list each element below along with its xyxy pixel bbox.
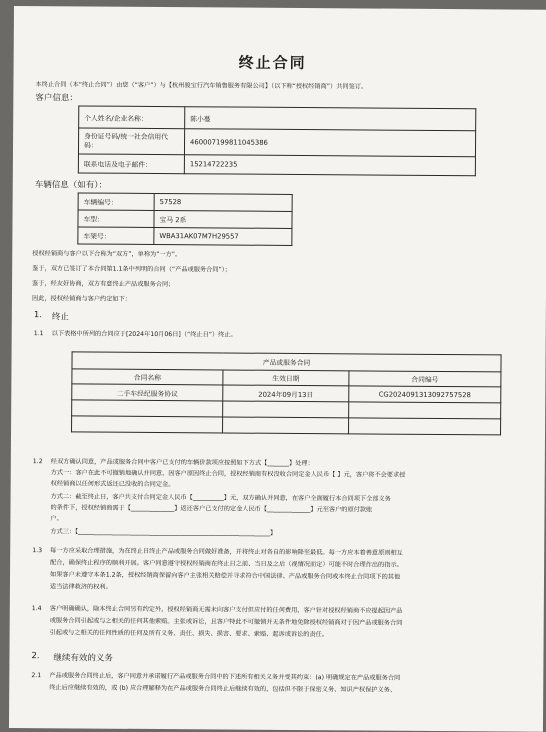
table-cell	[223, 417, 349, 434]
paragraph-line: 权经销商以任何形式返还已没收的合同定金。	[50, 480, 175, 489]
table-row	[78, 154, 475, 176]
section-number: 1.	[33, 310, 43, 321]
table-cell	[349, 418, 501, 435]
table-cell-value: 陈小蔓	[185, 107, 476, 131]
paragraph-line: 引起或与之相关的任何性质的任何及所有义务、责任、损失、损害、要求、索赔、起诉或诉讼的责任。	[49, 629, 329, 639]
table-cell-label: 车辆编号：	[78, 193, 154, 211]
paragraph-line: 户。	[50, 515, 63, 523]
table-cell: 2024年09月13日	[223, 385, 349, 402]
table-cell-value: 15214722235	[184, 155, 475, 176]
paragraph-number: 2.1	[31, 672, 42, 680]
table-cell: CG2024091313092757528	[349, 386, 501, 403]
paragraph-line: 终止后应继续有效的，或 (b) 应合理解释为在产品或服务合同终止后继续有效的，包括但不限于保密义务、知识产权保护义务、	[49, 684, 397, 694]
table-cell-label: 车架号：	[78, 227, 154, 245]
customer-info-table	[78, 105, 476, 176]
table-cell-label: 身份证号码/统一社会信用代码：	[78, 128, 184, 155]
table-caption: 产品或服务合同	[72, 352, 501, 372]
table-row	[78, 210, 292, 228]
paragraph-number: 1.4	[31, 605, 42, 613]
paragraph-line: 适当法律救济的权利。	[49, 583, 112, 591]
intro-text: 本终止合同（本“终止合同”）由您（“客户”）与【杭州骏宝行汽车销售服务有限公司】（以下称“授权经销商”）共同签订。	[35, 81, 368, 91]
paragraph-number: 1.3	[32, 547, 43, 555]
table-row	[78, 227, 292, 245]
paragraph-line: 每一方应采取合理措施，为在终止日终止产品或服务合同做好准备，并将终止对各自的影响降至最低。每一方应本着善意原则相互	[50, 547, 403, 557]
table-cell-value: 57528	[154, 193, 292, 211]
column-header: 合同名称	[72, 369, 223, 385]
paragraph-line: 产品或服务合同终止后，客户同意并承诺履行产品或服务合同中的下述所有相关义务并受其约束：(a) 明确规定在产品或服务合同	[49, 672, 401, 682]
document-title: 终止合同	[238, 53, 307, 73]
table-cell-value: 宝马 2系	[154, 210, 292, 228]
vehicle-heading: 车辆信息（如有）：	[34, 180, 108, 191]
paragraph-line: 或服务合同引起或与之相关的任何其他索赔。主张或诉讼，且客户特此不可撤销并无条件地免除授权经销商对于因产品或服务合同	[49, 617, 403, 627]
table-cell	[349, 402, 501, 419]
section-number: 2.	[31, 651, 40, 662]
paragraph-line: 配合，确保终止程序的顺利开展。客户同意遵守授权经销商在终止日之前、当日及之后（视情况而定）可能不时合理作出的指示。	[50, 559, 403, 569]
customer-heading: 客户信息：	[35, 93, 78, 104]
recital-line: 鉴于，经友好协商，双方有意终止产品或服务合同；	[32, 280, 175, 289]
table-cell-label: 个人姓名/企业名称：	[79, 106, 185, 129]
table-row	[78, 193, 292, 211]
vehicle-info-table	[77, 192, 292, 245]
paragraph-line: 方式一：客户在此不可撤销地确认并同意，因客户原因终止合同，授权经销商有权没收合同定金人民币【 】元，客户将不会要求授	[50, 469, 406, 479]
section-title: 终止	[51, 312, 69, 323]
table-row	[72, 416, 501, 435]
column-header: 生效日期	[223, 370, 349, 386]
recital-line: 授权经销商与客户以下合称为“双方”，单称为“一方”。	[32, 250, 182, 259]
paragraph-number: 1.2	[32, 458, 43, 466]
table-cell	[72, 416, 223, 433]
table-row	[79, 106, 476, 131]
paragraph-line: 客户明确确认，除本终止合同另有约定外，授权经销商无需未向客户支付但应付的任何费用，客户针对授权经销商不应提起因产品	[49, 605, 403, 615]
paragraph-line: 的条件下，授权经销商需于【______________】返还客户已支付的定金人民币【______________】元至客户的原付款账	[50, 504, 373, 514]
table-cell-value: 460007199811045386	[184, 129, 475, 157]
table-row	[78, 128, 475, 157]
table-cell-label: 车型：	[78, 210, 154, 228]
column-header: 合同编号	[349, 371, 501, 387]
paragraph-text: 以下表格中所列的合同应于[2024年10月06日]（“终止日”）终止。	[51, 330, 237, 339]
contract-table	[71, 351, 502, 435]
paragraph-line: 经双方确认同意，产品或服务合同中客户已支付的车辆价款项应按照如下方式【_______】处理：	[50, 458, 314, 468]
paragraph-line: 方式三：【______________________________________________________________】	[50, 528, 277, 537]
table-cell-value: WBA31AK07M7H29557	[154, 227, 292, 245]
paragraph-number: 1.1	[33, 330, 44, 338]
table-cell	[223, 401, 349, 418]
recital-line: 鉴于，双方已签订了本合同第1.1条中列明的合同（“产品或服务合同”）；	[32, 265, 231, 274]
paragraph-line: 方式二：截至终止日，客户共支付合同定金人民币【__________】元，双方确认并同意，在客户全面履行本合同项下全部义务	[50, 493, 391, 503]
recital-line: 因此，授权经销商与客户约定如下：	[31, 295, 131, 303]
table-cell	[72, 400, 223, 417]
table-cell-label: 联系电话及电子邮件：	[78, 154, 184, 174]
section-title: 继续有效的义务	[53, 653, 113, 664]
paragraph-line: 如果客户未遵守本条1.2条，授权经销商保留向客户主张相关赔偿并寻求符合中国法律、产品或服务合同或本终止合同项下的其他	[50, 571, 401, 581]
document-page	[9, 6, 546, 732]
table-cell: 二手车经纪服务协议	[72, 384, 223, 401]
